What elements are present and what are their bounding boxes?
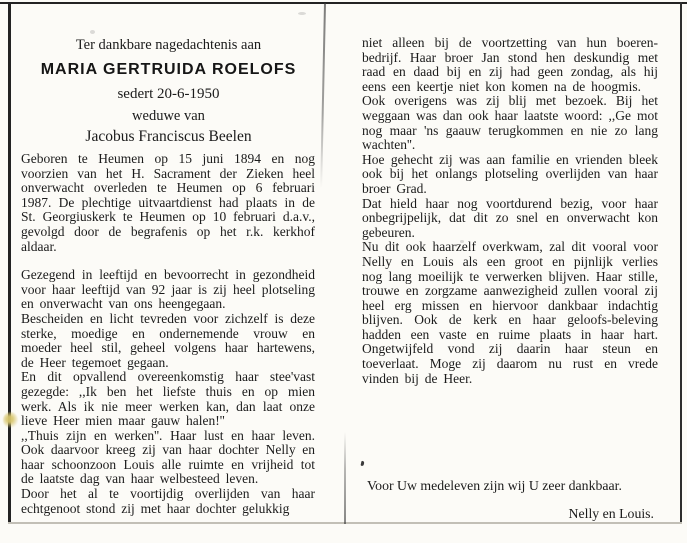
scan-speck [298,12,306,15]
center-fold-line-top [320,3,326,188]
obituary-paragraph: ,,Thuis zijn en werken''. Haar lust en haar leven. Ook daarvoor kreeg zij van haar dochter Nelly en haar schoonzoon Louis alle ruimte en vrijheid tot de laatste dag van haar welbesteed leven. [21,427,315,487]
obituary-paragraph: niet alleen bij de voortzetting van hun boerenbedrijf. Haar broer Jan stond hen deskundig met raad en daad bij en zij had geen zondag, als hij eens een keertje niet kon komen na de hoogmis. [362,35,658,94]
obituary-paragraph: Hoe gehecht zij was aan familie en vrienden bleek ook bij het onlangs plotseling overlijden van haar broer Grad. [362,151,658,196]
scan-speck [460,240,464,243]
card-top-edge-line [0,2,687,4]
thanks-line: Voor Uw medeleven zijn wij U zeer dankbaar. [367,478,622,493]
widow-label: weduwe van [132,108,205,124]
card-left-edge-line [8,2,11,523]
yellow-stain-mark [3,412,18,428]
obituary-paragraph: Geboren te Heumen op 15 juni 1894 en nog voorzien van het H. Sacrament der Zieken heel onverwacht overleden te Heumen op 6 februari 1987. De plechtige uitvaartdienst had plaats in de St. Georgiuskerk te Heumen op 10 februari d.a.v., gevolgd door de begrafenis op het r.k. kerkhof aldaar. [21,151,315,254]
obituary-paragraph: En dit opvallend overeenkomstig haar stee'vast gezegde: ,,Ik ben het liefste thuis en op mien werk. Als ik nie meer werken kan, dan laat onze lieve Heer mien maar gauw halen!'' [21,369,315,429]
obituary-paragraph: Bescheiden en licht tevreden voor zichzelf is deze sterke, moedige en ondernemende vrouw en moeder heel stil, geheel volgens haar hartewens, de Heer tegemoet gegaan. [21,310,315,370]
card-right-edge-line [680,2,682,522]
left-page-text-column [21,152,315,516]
husband-name: Jacobus Franciscus Beelen [85,128,252,145]
ink-speck-mark [361,461,365,467]
sedert-date-line: sedert 20-6-1950 [117,86,220,102]
right-page-text-column [362,36,658,386]
signature-line: Nelly en Louis. [568,506,654,521]
obituary-paragraph: Gezegend in leeftijd en bevoorrecht in gezondheid voor haar leeftijd van 92 jaar is zij heel plotseling en onverwacht van ons heengegaan. [21,267,315,312]
dedication-line: Ter dankbare nagedachtenis aan [75,37,262,53]
obituary-paragraph: Ook overigens was zij blij met bezoek. Bij het weggaan was dan ook haar laatste woord: ,,Ge mot nog maar 'ns gaauw terugkommen en nie zo lang wachten''. [362,93,658,153]
memorial-header [21,36,316,146]
scan-speck [90,30,95,34]
deceased-name: MARIA GERTRUIDA ROELOFS [40,61,297,78]
obituary-paragraph: Door het al te voortijdig overlijden van haar echtgenoot stond zij met haar dochter gelukkig [21,486,315,516]
obituary-paragraph: Nu dit ook haarzelf overkwam, zal dit vooral voor Nelly en Louis als een groot en pijnlijk verlies nog lang moeilijk te verwerken blijven. Haar stille, trouwe en zorgzame aanwezigheid zullen vooral zij heel erg missen en hiervoor dankbaar indachtig blijven. Ook de kerk en haar geloofs-beleving hadden een vaste en ruime plaats in haar hart. Ongetwijfeld vond zij daarin haar steun en toeverlaat. Moge zij daarom nu rust en vrede vinden bij de Heer. [362,239,658,386]
obituary-paragraph: Dat hield haar nog voortdurend bezig, voor haar onbegrijpelijk, dat dit zo snel en onverwacht kon gebeuren. [362,195,658,240]
center-fold-line-bottom [344,432,346,524]
